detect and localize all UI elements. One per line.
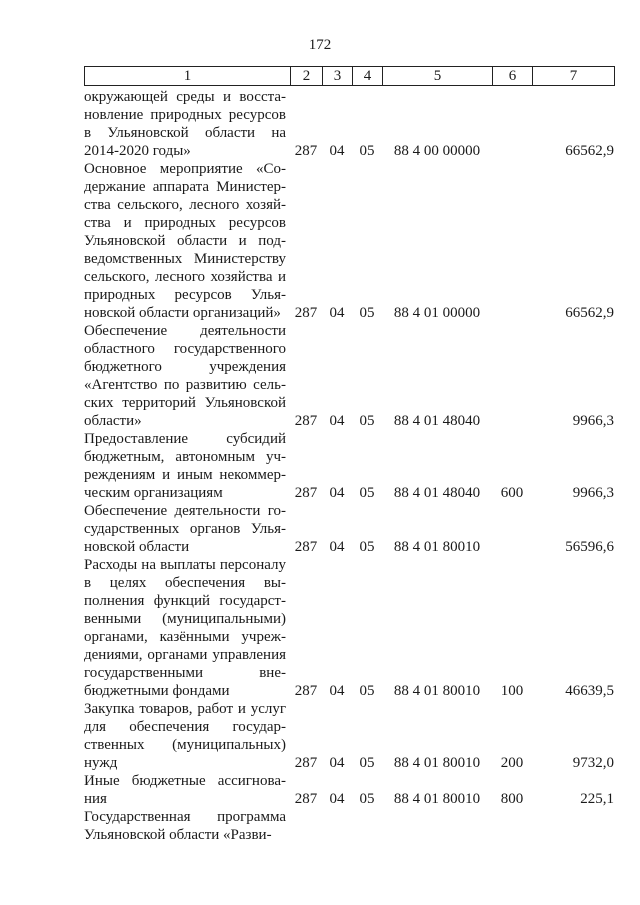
- row-col-3: 04: [329, 413, 345, 429]
- row-name: Основное мероприятие «Содержание аппарата Министерства сельского, лесного хозяйства и природных ресурсов Ульяновской области и подведомственных Министерству сельского, лесного хозяйства и природных ресурсов Ульяновской области организаций»: [84, 161, 286, 321]
- row-col-5: 88 4 01 80010: [393, 683, 481, 699]
- row-col-2: 287: [294, 539, 318, 555]
- table-row: [84, 808, 614, 844]
- row-col-2: 287: [294, 683, 318, 699]
- row-col-5: 88 4 01 80010: [393, 755, 481, 771]
- row-col-4: 05: [359, 143, 375, 159]
- row-col-3: 04: [329, 539, 345, 555]
- row-col-3: 04: [329, 143, 345, 159]
- header-col-6: 6: [493, 67, 533, 85]
- row-col-4: 05: [359, 539, 375, 555]
- row-col-7: 9966,3: [572, 413, 614, 429]
- row-col-7: 66562,9: [565, 305, 614, 321]
- row-name: Государственная программа Ульяновской области «Разви-: [84, 809, 286, 843]
- row-col-4: 05: [359, 485, 375, 501]
- budget-table-body: [84, 88, 614, 844]
- row-col-5: 88 4 01 00000: [393, 305, 481, 321]
- table-row: [84, 160, 614, 322]
- row-col-6: 600: [500, 485, 524, 501]
- table-row: [84, 322, 614, 430]
- row-col-4: 05: [359, 683, 375, 699]
- row-name: Расходы на выплаты персоналу в целях обеспечения выполнения функций государственными (муниципальными) органами, казёнными учреждениями, органами управления государственными внебюджетными фондами: [84, 557, 286, 699]
- row-col-2: 287: [294, 305, 318, 321]
- row-col-6: 800: [500, 791, 524, 807]
- header-col-5: 5: [383, 67, 493, 85]
- row-name: Обеспечение деятельности государственных органов Ульяновской области: [84, 503, 286, 555]
- row-col-2: 287: [294, 143, 318, 159]
- row-col-5: 88 4 01 80010: [393, 539, 481, 555]
- header-col-1: 1: [85, 67, 291, 85]
- header-col-7: 7: [569, 68, 578, 84]
- table-row: [84, 430, 614, 502]
- table-row: [84, 772, 614, 808]
- row-col-7: 225,1: [580, 791, 614, 807]
- row-col-4: 05: [359, 755, 375, 771]
- row-col-3: 04: [329, 755, 345, 771]
- row-col-2: 287: [294, 413, 318, 429]
- table-row: [84, 88, 614, 160]
- row-col-3: 04: [329, 485, 345, 501]
- header-col-4: 4: [353, 67, 383, 85]
- header-col-3: 3: [323, 67, 353, 85]
- table-row: [84, 700, 614, 772]
- row-col-2: 287: [294, 485, 318, 501]
- row-name: Иные бюджетные ассигнования: [84, 773, 286, 807]
- row-col-3: 04: [329, 683, 345, 699]
- row-col-7: 9732,0: [572, 755, 614, 771]
- row-col-7: 66562,9: [565, 143, 614, 159]
- header-col-2: 2: [291, 67, 323, 85]
- row-col-4: 05: [359, 791, 375, 807]
- row-col-4: 05: [359, 305, 375, 321]
- row-col-3: 04: [329, 791, 345, 807]
- row-col-3: 04: [329, 305, 345, 321]
- row-name: Закупка товаров, работ и услуг для обеспечения государственных (муниципальных) нужд: [84, 701, 286, 771]
- row-col-7: 46639,5: [565, 683, 614, 699]
- row-name: Предоставление субсидий бюджетным, автономным учреждениям и иным некоммерческим организациям: [84, 431, 286, 501]
- row-col-5: 88 4 00 00000: [393, 143, 481, 159]
- page-number: 172: [308, 37, 332, 53]
- row-col-5: 88 4 01 48040: [393, 413, 481, 429]
- table-header: [84, 66, 615, 86]
- table-row: [84, 502, 614, 556]
- row-col-7: 56596,6: [565, 539, 614, 555]
- row-name: Обеспечение деятельности областного государственного бюджетного учреждения «Агентство по развитию сельских территорий Ульяновской области»: [84, 323, 286, 429]
- row-col-5: 88 4 01 80010: [393, 791, 481, 807]
- row-col-6: 100: [500, 683, 524, 699]
- row-col-6: 200: [500, 755, 524, 771]
- row-col-4: 05: [359, 413, 375, 429]
- row-col-7: 9966,3: [572, 485, 614, 501]
- table-row: [84, 556, 614, 700]
- row-col-2: 287: [294, 791, 318, 807]
- row-col-5: 88 4 01 48040: [393, 485, 481, 501]
- row-name: окружающей среды и восстановление природных ресурсов в Ульяновской области на 2014-2020 годы»: [84, 89, 286, 159]
- row-col-2: 287: [294, 755, 318, 771]
